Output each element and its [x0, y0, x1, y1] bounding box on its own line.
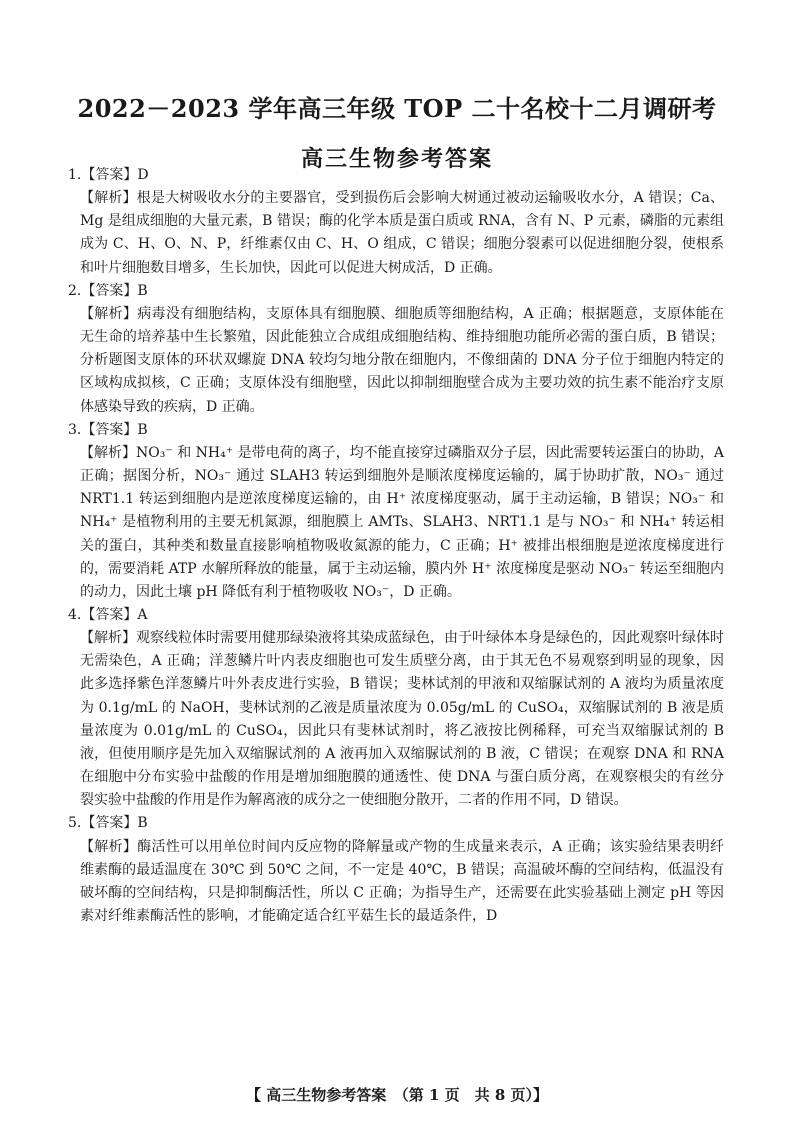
explanation-text: 【解析】病毒没有细胞结构，支原体具有细胞膜、细胞质等细胞结构，A 正确；根据题意，支原体能在无生命的培养基中生长繁殖，因此能独立合成组成细胞结构、维持细胞功能所必需的蛋白质，B 错误；分析题图支原体的环状双螺旋 DNA 较均匀地分散在细胞内，不像细菌的 DNA 分子位于细胞内特定的区域构成拟核，C 正确；支原体没有细胞壁，因此以抑制细胞壁合成为主要功效的抗生素不能治疗支原体感染导致的疾病，D 正确。 [80, 305, 724, 415]
answer-line: 5.【答案】B [68, 815, 148, 832]
explanation-text: 【解析】酶活性可以用单位时间内反应物的降解量或产物的生成量来表示，A 正确；该实验结果表明纤维素酶的最适温度在 30℃ 到 50℃ 之间，不一定是 40℃，B 错误；高温破坏酶的空间结构，低温没有破坏酶的空间结构，只是抑制酶活性，所以 C 正确；为指导生产，还需要在此实验基础上测定 pH 等因素对纤维素酶活性的影响，才能确定适合红平菇生长的最适条件，D [80, 838, 724, 924]
page-footer: 【 高三生物参考答案 （第 1 页 共 8 页）】 [246, 1086, 548, 1104]
question-block [68, 812, 724, 928]
question-block [68, 604, 724, 812]
document-subtitle: 高三生物参考答案 [300, 146, 493, 172]
answer-line: 2.【答案】B [68, 282, 148, 299]
question-block [68, 280, 724, 419]
exam-title: 2022－2023 学年高三年级 TOP 二十名校十二月调研考 [77, 94, 717, 123]
answer-line: 3.【答案】B [68, 421, 148, 438]
explanation-text: 【解析】观察线粒体时需要用健那绿染液将其染成蓝绿色，由于叶绿体本身是绿色的，因此观察叶绿体时无需染色，A 正确；洋葱鳞片叶内表皮细胞也可发生质壁分离，由于其无色不易观察到明显的现象，因此多选择紫色洋葱鳞片叶外表皮进行实验，B 错误；斐林试剂的甲液和双缩脲试剂的 A 液均为质量浓度为 0.1g/mL 的 NaOH，斐林试剂的乙液是质量浓度为 0.05g/mL 的 CuSO₄，双缩脲试剂的 B 液是质量浓度为 0.01g/mL 的 CuSO₄，因此只有斐林试剂时，将乙液按比例稀释，可充当双缩脲试剂的 B 液，但使用顺序是先加入双缩脲试剂的 A 液再加入双缩脲试剂的 B 液，C 错误；在观察 DNA 和 RNA 在细胞中分布实验中盐酸的作用是增加细胞膜的通透性、使 DNA 与蛋白质分离，在观察根尖的有丝分裂实验中盐酸的作用是作为解离液的成分之一使细胞分散开，二者的作用不同，D 错误。 [80, 630, 724, 809]
answer-list [68, 164, 724, 928]
question-block [68, 419, 724, 604]
explanation-text: 【解析】NO₃⁻ 和 NH₄⁺ 是带电荷的离子，均不能直接穿过磷脂双分子层，因此需要转运蛋白的协助，A 正确；据图分析，NO₃⁻ 通过 SLAH3 转运到细胞外是顺浓度梯度运输的，属于协助扩散，NO₃⁻ 通过 NRT1.1 转运到细胞内是逆浓度梯度运输的，由 H⁺ 浓度梯度驱动，属于主动运输，B 错误；NO₃⁻ 和 NH₄⁺ 是植物利用的主要无机氮源，细胞膜上 AMTs、SLAH3、NRT1.1 是与 NO₃⁻ 和 NH₄⁺ 转运相关的蛋白，其种类和数量直接影响植物吸收氮源的能力，C 正确；H⁺ 被排出根细胞是逆浓度梯度进行的，需要消耗 ATP 水解所释放的能量，属于主动运输，膜内外 H⁺ 浓度梯度是驱动 NO₃⁻ 转运至细胞内的动力，因此土壤 pH 降低有利于植物吸收 NO₃⁻，D 正确。 [80, 444, 724, 600]
answer-line: 1.【答案】D [68, 167, 149, 183]
answer-line: 4.【答案】A [68, 606, 148, 623]
explanation-text: 【解析】根是大树吸收水分的主要器官，受到损伤后会影响大树通过被动运输吸收水分，A 错误；Ca、Mg 是组成细胞的大量元素，B 错误；酶的化学本质是蛋白质或 RNA，含有 N、P 元素，磷脂的元素组成为 C、H、O、N、P，纤维素仅由 C、H、O 组成，C 错误；细胞分裂素可以促进细胞分裂，使根系和叶片细胞数目增多，生长加快，因此可以促进大树成活，D 正确。 [80, 190, 724, 276]
question-block [68, 164, 724, 280]
